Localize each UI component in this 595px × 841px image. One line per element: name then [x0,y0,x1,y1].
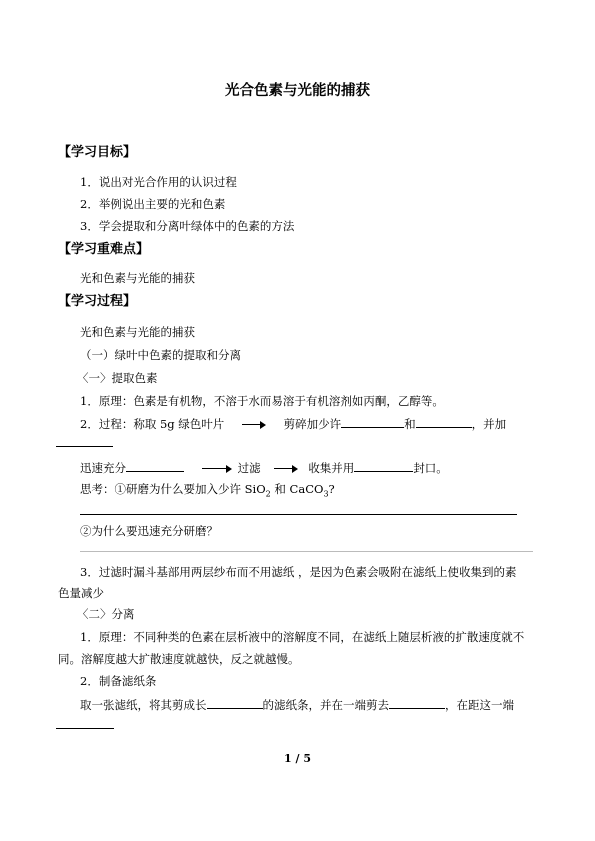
fill-blank [341,416,404,428]
right-arrow-icon [274,464,298,474]
filter-note-line-2: 色量减少 [58,586,104,600]
think-text-c: ? [328,482,335,496]
grind-text-c: 收集并用 [308,461,355,475]
right-arrow-icon [202,464,232,474]
key-points-heading: 【学习重难点】 [58,242,150,257]
grind-text-d: 封口。 [413,461,448,475]
grind-text-b: 过滤 [237,461,261,475]
fill-blank [354,460,413,472]
prepare-strip-line [80,697,514,712]
document-title: 光合色素与光能的捕获 [225,83,370,99]
process-line-1: 光和色素与光能的捕获 [80,325,195,339]
grind-text-a: 迅速充分 [80,461,126,475]
think-text-a: 思考：①研磨为什么要加入少许 SiO [80,482,266,496]
goals-heading: 【学习目标】 [58,145,137,160]
extract-principle: 1．原理：色素是有机物，不溶于水而易溶于有机溶剂如丙酮，乙醇等。 [80,394,444,408]
think-question-2: ②为什么要迅速充分研磨？ [80,524,218,538]
goal-item-3: 3．学会提取和分离叶绿体中的色素的方法 [80,219,295,233]
separation-principle-line-2: 同。溶解度越大扩散速度就越快，反之就越慢。 [58,652,300,666]
paper-text-a: 取一张滤纸，将其剪成长 [80,698,207,712]
subscript: 3 [323,489,329,499]
page-number: 1 / 5 [284,752,311,765]
key-points-text: 光和色素与光能的捕获 [80,271,195,285]
step-text-c: 和 [404,417,416,431]
prepare-strip-title: 2．制备滤纸条 [80,674,157,688]
grind-line [80,460,448,475]
extract-step-line [80,416,506,431]
paper-text-c: ，在距这一端 [445,698,514,712]
step-text-a: 2．过程：称取 5g 绿色叶片 [80,417,225,431]
fill-blank-continuation [56,446,113,447]
fill-blank [126,460,184,472]
fill-blank [416,416,472,428]
answer-line [80,514,517,515]
fill-blank [207,697,263,709]
fill-blank-continuation [56,728,114,729]
step-text-b: 剪碎加少许 [283,417,342,431]
subscript: 2 [265,489,271,499]
goal-item-2: 2．举例说出主要的光和色素 [80,197,226,211]
think-text-b: 和 CaCO [270,482,324,496]
separation-principle-line-1: 1．原理：不同种类的色素在层析液中的溶解度不同，在滤纸上随层析液的扩散速度就不 [80,630,525,644]
fill-blank [389,697,445,709]
filter-note-line-1: 3．过滤时漏斗基部用两层纱布而不用滤纸 ，是因为色素会吸附在滤纸上使收集到的素 [80,565,517,579]
separation-subtitle: 〈二〉分离 [77,607,135,621]
extract-subtitle: 〈一〉提取色素 [77,371,158,385]
think-question-1 [80,482,335,499]
answer-line [80,551,533,552]
process-heading: 【学习过程】 [58,294,137,309]
step-text-d: ，并加 [471,417,507,431]
paper-text-b: 的滤纸条，并在一端剪去 [262,698,389,712]
goal-item-1: 1．说出对光合作用的认识过程 [80,175,237,189]
right-arrow-icon [242,420,266,430]
process-line-2: （一）绿叶中色素的提取和分离 [80,348,241,362]
